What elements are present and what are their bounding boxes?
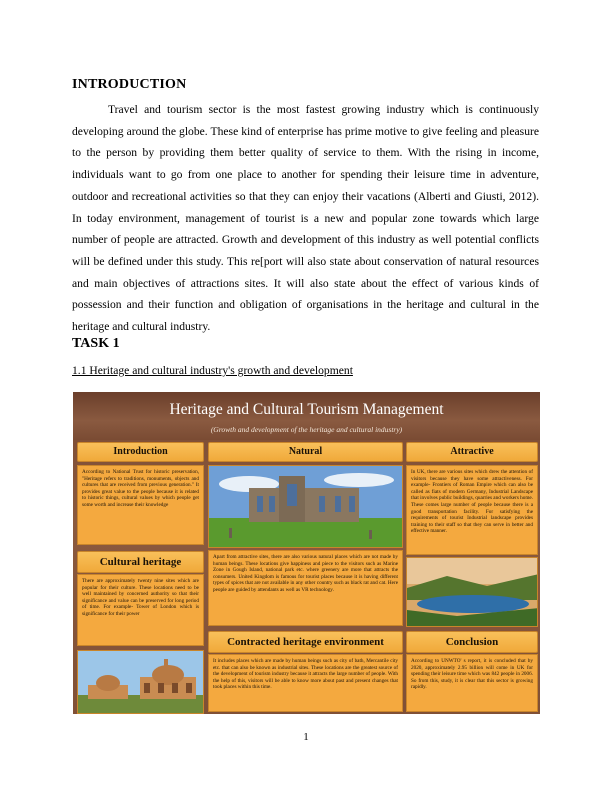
- introduction-text: According to National Trust for historic preservation, "Heritage refers to traditions, monuments, objects and cultures that are received from previous generation." It provides great value to the people because it is related to historic things, cultural values by which people get some worth and increase their knowledge: [77, 465, 204, 545]
- introduction-paragraph: Travel and tourism sector is the most fastest growing industry which is continuously developing around the globe. These kind of enterprise has prime motive to give feeling and pleasure to the person by providing them better quality of service to them. With the rising in income, individuals want to go from one place to another for spending their leisure time in adventure, outdoor and recreational activities so that they can enjoy their vacations (Alberti and Giusti, 2012). In today environment, management of tourist is a new and popular zone towards which large number of people are attracted. Growth and development of this industry as well potential conflicts will be defined under this study. This re[port will also state about conservation of natural resources and main objectives of attractions sites. It will also state about the effect of various kinds of possession and their function and obligation of organisations in the heritage and cultural in the heritage and cultural industry.: [72, 103, 539, 334]
- subsection-heading: 1.1 Heritage and cultural industry's growth and development: [72, 364, 353, 377]
- attractive-text: In UK, there are various sites which drew the attention of visitors because they have some attractiveness. For example- Frontiers of Roman Empire which can also be called as fiats of modern Germany, Industrial Landscape that involves public buildings, quarries and workers home. These comes large number of people because there is a good transportation facility. For satisfying the requirements of tourist Industrial landscape provides training to their staff so that they can serve in better and effective manner.: [406, 465, 538, 555]
- lake-landscape-image: [406, 557, 538, 627]
- page-number: 1: [303, 731, 309, 743]
- task-heading: TASK 1: [72, 336, 120, 351]
- mughal-monument-image: [77, 650, 204, 714]
- conclusion-header: Conclusion: [406, 631, 538, 653]
- poster-title-banner: [73, 392, 540, 440]
- contracted-heritage-header: Contracted heritage environment: [208, 631, 403, 653]
- cultural-heritage-text: There are approximately twenty nine sites which are popular for their culture. These locations need to be well maintained by concerned authority so that their significance and value can be preserved for long period of time. For example- Tower of London which is significance for their power: [77, 574, 204, 646]
- abbey-ruins-image: [208, 465, 403, 548]
- conclusion-text: According to UNWTO' s report, it is concluded that by 2020, approximately 2.95 billion will come in UK for spending their leisure time which was 842 people in 2006. So from this, study, it is clear that this sector is growing rapidly.: [406, 654, 538, 712]
- natural-header: Natural: [208, 442, 403, 462]
- poster-subtitle: (Growth and development of the heritage and cultural industry): [210, 425, 403, 434]
- contracted-heritage-text: It includes places which are made by human beings such as city of bath, Mercantile city etc. that can also be known as industrial sites. These locations are the greatest source of the development of tourism industry because it attracts the large number of people. With the help of this, visitors will be able to know more about past and present changes that took places within this time.: [208, 654, 403, 712]
- poster-title: Heritage and Cultural Tourism Management: [169, 401, 444, 418]
- introduction-header: Introduction: [77, 442, 204, 462]
- cultural-heritage-header: Cultural heritage: [77, 551, 204, 573]
- natural-text: Apart from attractive sites, there are also various natural places which are not made by human beings. These locations give happiness and piece to the visitors such as Marine Zone in Gough Island, national park etc. where greenery are more that attracts the consumers. United Kingdom is famous for tourist places because it is having different types of spices that are not available in any other country such as black rat and cat. Here people are guided by attendants as well as VR technology.: [208, 550, 403, 626]
- attractive-header: Attractive: [406, 442, 538, 462]
- poster-figure: [73, 392, 540, 714]
- section-heading-introduction: INTRODUCTION: [72, 77, 187, 92]
